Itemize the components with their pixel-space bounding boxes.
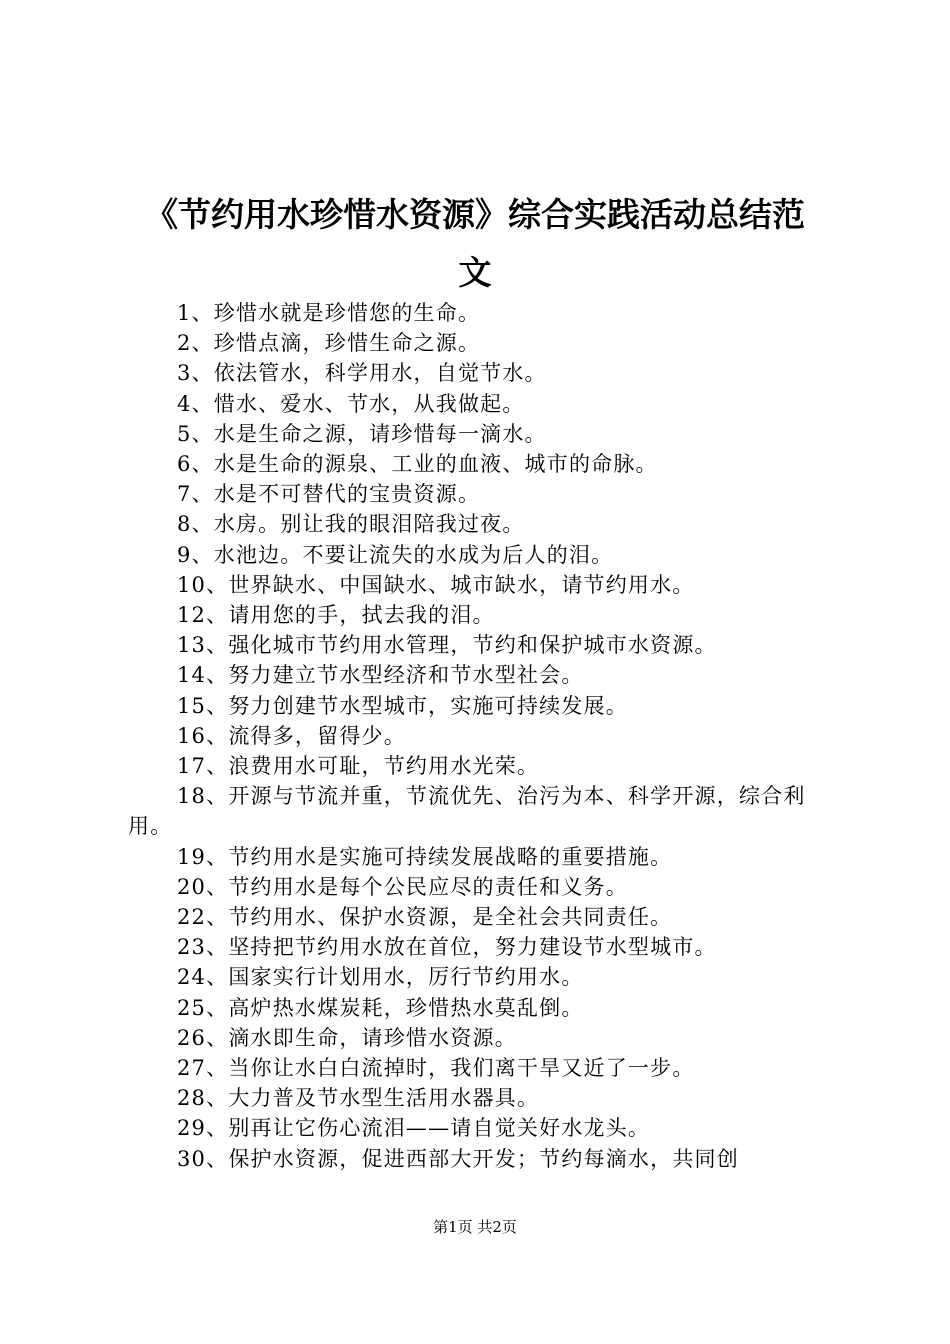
list-item: 12、请用您的手，拭去我的泪。 xyxy=(177,603,495,628)
list-item: 8、水房。别让我的眼泪陪我过夜。 xyxy=(177,512,525,537)
list-item: 29、别再让它伤心流泪——请自觉关好水龙头。 xyxy=(177,1116,651,1141)
list-item: 9、水池边。不要让流失的水成为后人的泪。 xyxy=(177,542,614,567)
list-item: 4、惜水、爱水、节水，从我做起。 xyxy=(177,391,525,416)
page-footer: 第1页 共2页 xyxy=(433,1218,517,1236)
list-item: 28、大力普及节水型生活用水器具。 xyxy=(177,1086,540,1111)
list-item: 3、依法管水，科学用水，自觉节水。 xyxy=(177,361,547,386)
title-line-2: 文 xyxy=(458,253,492,292)
list-item: 18、开源与节流并重，节流优先、治污为本、科学开源，综合利用。 xyxy=(128,784,806,839)
list-item: 24、国家实行计划用水，厉行节约用水。 xyxy=(177,965,584,990)
title-line-1: 《节约用水珍惜水资源》综合实践活动总结范 xyxy=(145,195,805,234)
list-item: 5、水是生命之源，请珍惜每一滴水。 xyxy=(177,421,547,446)
list-item: 6、水是生命的源泉、工业的血液、城市的命脉。 xyxy=(177,452,658,477)
list-item: 27、当你让水白白流掉时，我们离干旱又近了一步。 xyxy=(177,1056,695,1081)
document-title xyxy=(110,186,840,302)
list-item: 20、节约用水是每个公民应尽的责任和义务。 xyxy=(177,874,628,899)
slogan-list xyxy=(128,298,833,1174)
list-item: 15、努力创建节水型城市，实施可持续发展。 xyxy=(177,693,628,718)
list-item: 16、流得多，留得少。 xyxy=(177,723,406,748)
list-item: 14、努力建立节水型经济和节水型社会。 xyxy=(177,663,584,688)
list-item: 1、珍惜水就是珍惜您的生命。 xyxy=(177,301,481,325)
list-item: 13、强化城市节约用水管理，节约和保护城市水资源。 xyxy=(177,633,717,658)
list-item: 2、珍惜点滴，珍惜生命之源。 xyxy=(177,331,481,356)
list-item: 17、浪费用水可耻，节约用水光荣。 xyxy=(177,754,540,779)
list-item: 7、水是不可替代的宝贵资源。 xyxy=(177,482,481,507)
list-item: 19、节约用水是实施可持续发展战略的重要措施。 xyxy=(177,844,673,869)
list-item: 25、高炉热水煤炭耗，珍惜热水莫乱倒。 xyxy=(177,995,584,1020)
list-item: 26、滴水即生命，请珍惜水资源。 xyxy=(177,1025,517,1050)
list-item: 30、保护水资源，促进西部大开发；节约每滴水，共同创 xyxy=(177,1146,739,1171)
list-item: 23、坚持把节约用水放在首位，努力建设节水型城市。 xyxy=(177,935,717,960)
list-item: 10、世界缺水、中国缺水、城市缺水，请节约用水。 xyxy=(177,572,695,597)
list-item: 22、节约用水、保护水资源，是全社会共同责任。 xyxy=(177,905,673,930)
